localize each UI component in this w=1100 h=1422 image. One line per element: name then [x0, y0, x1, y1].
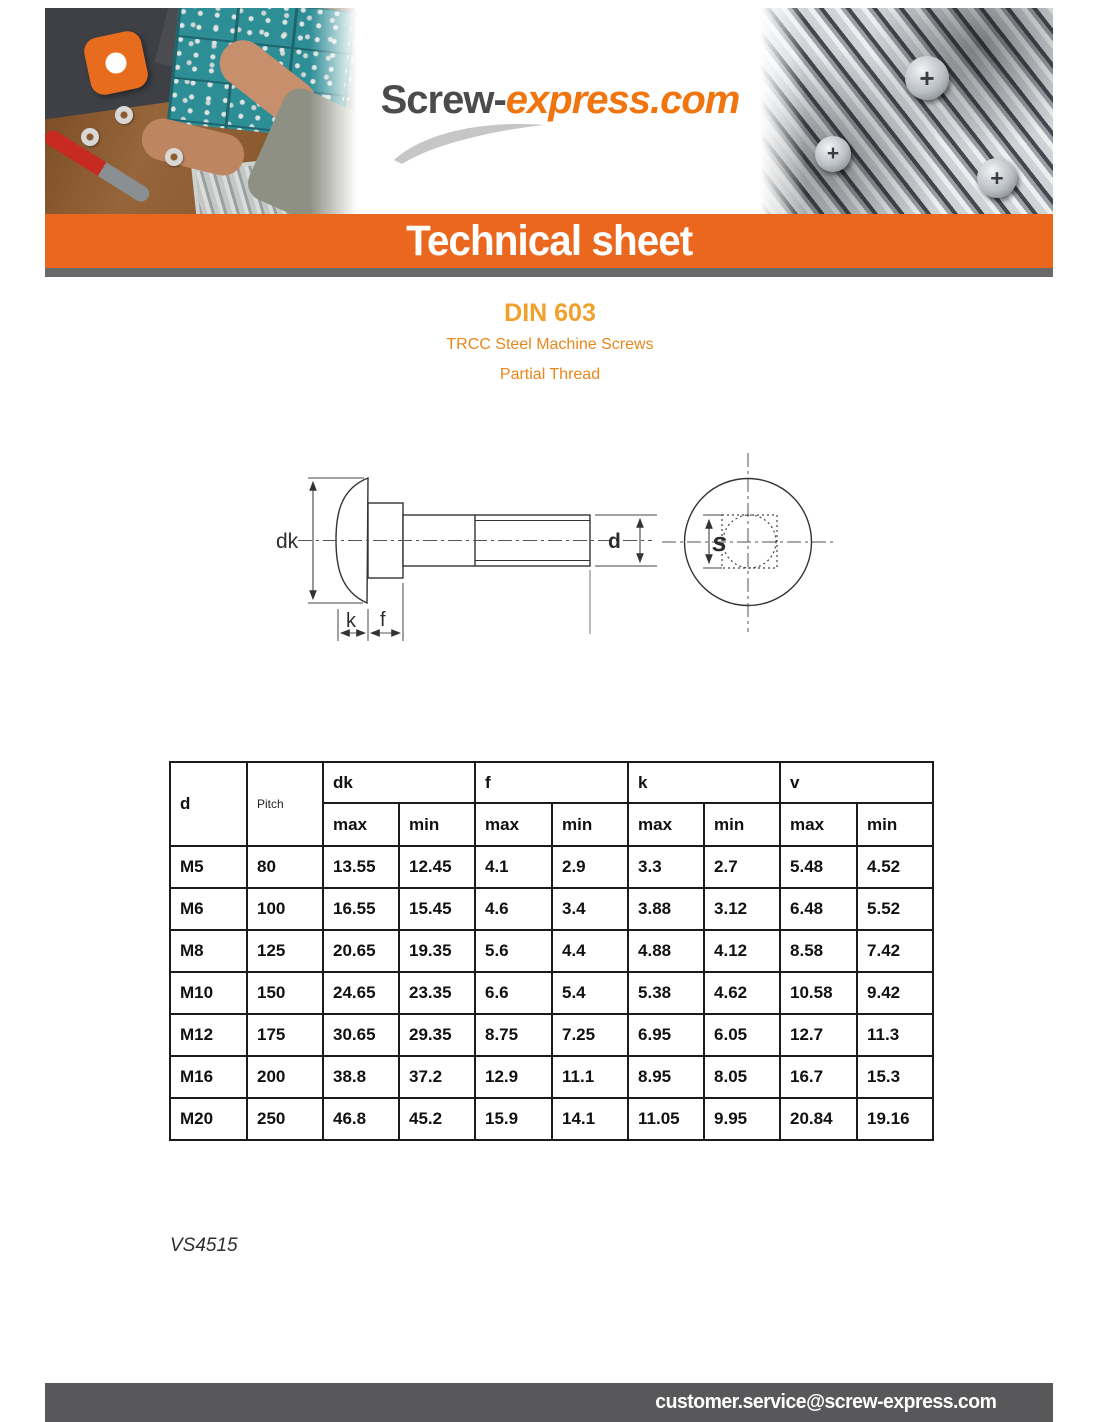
cell: 100	[247, 888, 323, 930]
table-row	[170, 1098, 933, 1140]
d-dimension	[590, 515, 657, 634]
cell: 2.7	[704, 846, 780, 888]
cell: 20.65	[323, 930, 399, 972]
cell: M10	[170, 972, 247, 1014]
cell: 8.75	[475, 1014, 552, 1056]
col-header-pitch: Pitch	[247, 762, 323, 846]
k-label: k	[346, 610, 356, 632]
cell: 12.7	[780, 1014, 857, 1056]
cell: 3.4	[552, 888, 628, 930]
cell: 4.62	[704, 972, 780, 1014]
tape-measure	[82, 29, 151, 98]
dimensions-table	[169, 761, 934, 1141]
cell: 16.7	[780, 1056, 857, 1098]
cell: 29.35	[399, 1014, 475, 1056]
table-row	[170, 1056, 933, 1098]
cell: 8.58	[780, 930, 857, 972]
cell: 5.38	[628, 972, 704, 1014]
banner-title: Technical sheet	[405, 216, 693, 265]
product-subtitle: TRCC Steel Machine Screws	[446, 336, 654, 353]
cell: 10.58	[780, 972, 857, 1014]
customer-service-email[interactable]: customer.service@screw-express.com	[655, 1391, 997, 1413]
cell: M16	[170, 1056, 247, 1098]
standard-title: DIN 603	[504, 299, 596, 327]
cell: 5.52	[857, 888, 933, 930]
cell: 200	[247, 1056, 323, 1098]
washer	[81, 128, 99, 146]
f-label: f	[380, 609, 386, 631]
subheader-max: max	[475, 803, 552, 846]
workbench-photo	[45, 8, 365, 214]
screws-pile-photo	[755, 8, 1053, 214]
cell: 6.05	[704, 1014, 780, 1056]
cell: 15.9	[475, 1098, 552, 1140]
reference-code: VS4515	[170, 1235, 238, 1256]
subheader-max: max	[323, 803, 399, 846]
washer	[115, 106, 133, 124]
cell: 250	[247, 1098, 323, 1140]
cell: 5.6	[475, 930, 552, 972]
cell: M20	[170, 1098, 247, 1140]
cell: 45.2	[399, 1098, 475, 1140]
col-header-f: f	[475, 762, 628, 803]
cell: 30.65	[323, 1014, 399, 1056]
subheader-min: min	[399, 803, 475, 846]
cell: 24.65	[323, 972, 399, 1014]
cell: 14.1	[552, 1098, 628, 1140]
cell: 15.45	[399, 888, 475, 930]
cell: 4.88	[628, 930, 704, 972]
table-row	[170, 888, 933, 930]
photo-fade	[310, 8, 365, 214]
bolt-front-view	[662, 453, 836, 632]
cell: 19.16	[857, 1098, 933, 1140]
cell: 12.45	[399, 846, 475, 888]
cell: 6.95	[628, 1014, 704, 1056]
s-label: s	[712, 527, 728, 557]
table-row	[170, 846, 933, 888]
cell: 12.9	[475, 1056, 552, 1098]
technical-sheet-banner	[45, 214, 1053, 268]
banner-underline	[45, 268, 1053, 277]
cell: 16.55	[323, 888, 399, 930]
cell: 19.35	[399, 930, 475, 972]
cell: 15.3	[857, 1056, 933, 1098]
cell: 4.6	[475, 888, 552, 930]
cell: 125	[247, 930, 323, 972]
cell: 150	[247, 972, 323, 1014]
cell: 6.6	[475, 972, 552, 1014]
carriage-bolt-drawing	[260, 435, 860, 660]
cell: M8	[170, 930, 247, 972]
d-label: d	[608, 530, 621, 553]
dk-label: dk	[276, 530, 299, 553]
subheader-min: min	[857, 803, 933, 846]
footer-bar	[45, 1383, 1053, 1422]
col-header-dk: dk	[323, 762, 475, 803]
cell: 4.52	[857, 846, 933, 888]
cell: 38.8	[323, 1056, 399, 1098]
cell: 80	[247, 846, 323, 888]
cell: 5.48	[780, 846, 857, 888]
cell: 9.95	[704, 1098, 780, 1140]
cell: 11.1	[552, 1056, 628, 1098]
subheader-max: max	[780, 803, 857, 846]
cell: 8.05	[704, 1056, 780, 1098]
col-header-d: d	[170, 762, 247, 846]
cell: 46.8	[323, 1098, 399, 1140]
screw-head: +	[977, 158, 1017, 198]
cell: 13.55	[323, 846, 399, 888]
cell: 2.9	[552, 846, 628, 888]
subheader-min: min	[704, 803, 780, 846]
cell: 3.88	[628, 888, 704, 930]
cell: 175	[247, 1014, 323, 1056]
cell: 7.25	[552, 1014, 628, 1056]
cell: 11.05	[628, 1098, 704, 1140]
subheader-max: max	[628, 803, 704, 846]
cell: 7.42	[857, 930, 933, 972]
table-row	[170, 1014, 933, 1056]
cell: M5	[170, 846, 247, 888]
washer	[165, 148, 183, 166]
cell: 4.4	[552, 930, 628, 972]
cell: 3.3	[628, 846, 704, 888]
cell: 4.1	[475, 846, 552, 888]
photo-fade	[755, 8, 805, 214]
screw-head: +	[815, 136, 851, 172]
table-row	[170, 930, 933, 972]
col-header-k: k	[628, 762, 780, 803]
logo-swoosh	[388, 116, 553, 168]
cell: 9.42	[857, 972, 933, 1014]
cell: 11.3	[857, 1014, 933, 1056]
subheader-min: min	[552, 803, 628, 846]
cell: 3.12	[704, 888, 780, 930]
cell: 6.48	[780, 888, 857, 930]
screw-head: +	[905, 56, 949, 100]
col-header-v: v	[780, 762, 933, 803]
thread-type: Partial Thread	[499, 366, 601, 383]
table-header-row-1	[170, 762, 933, 803]
cell: 4.12	[704, 930, 780, 972]
cell: 37.2	[399, 1056, 475, 1098]
cell: 23.35	[399, 972, 475, 1014]
cell: 20.84	[780, 1098, 857, 1140]
cell: 5.4	[552, 972, 628, 1014]
table-row	[170, 972, 933, 1014]
logo-text-express: express.com	[505, 78, 740, 122]
logo-text-screw: Screw-	[380, 78, 506, 122]
cell: 8.95	[628, 1056, 704, 1098]
cell: M12	[170, 1014, 247, 1056]
cell: M6	[170, 888, 247, 930]
